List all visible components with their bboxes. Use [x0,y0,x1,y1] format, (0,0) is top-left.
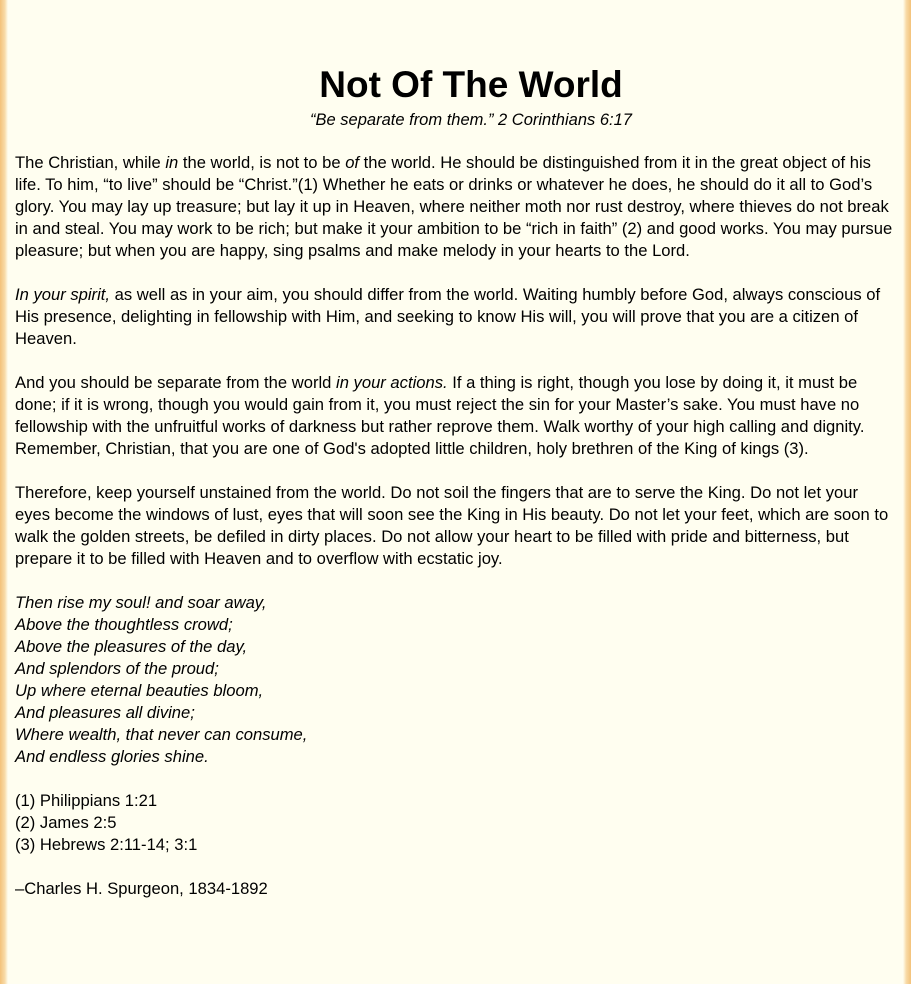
author-signature: –Charles H. Spurgeon, 1834-1892 [15,879,268,898]
paragraph-3: And you should be separate from the world in your actions. If a thing is right, though you lose by doing it, it must be done; if it is wrong, though you would gain from it, you must reject the sin for your Master’s sake. You must have no fellowship with the unfruitful works of darkness but rather reprove them. Walk worthy of your high calling and dignity. Remember, Christian, that you are one of God's adopted little children, holy brethren of the King of kings (3). [15,373,865,458]
footnotes [15,790,895,856]
paragraph-4: Therefore, keep yourself unstained from the world. Do not soil the fingers that are to serve the King. Do not let your eyes become the windows of lust, eyes that will soon see the King in His beauty. Do not let your feet, which are soon to walk the golden streets, be defiled in dirty places. Do not allow your heart to be filled with pride and bitterness, but prepare it to be filled with Heaven and to overflow with ecstatic joy. [15,483,889,568]
poem-line: And pleasures all divine; [15,703,195,722]
page-title: Not Of The World [319,64,623,105]
poem-line: Above the pleasures of the day, [15,637,248,656]
poem-line: Up where eternal beauties bloom, [15,681,264,700]
footnote: (1) Philippians 1:21 [15,791,158,810]
page-left-border [0,0,8,984]
paragraph-1: The Christian, while in the world, is not to be of the world. He should be distinguished from it in the great object of his life. To him, “to live” should be “Christ.”(1) Whether he eats or drinks or whatever he does, he should do it all to God’s glory. You may lay up treasure; but lay it up in Heaven, where neither moth nor rust destroy, where thieves do not break in and steal. You may work to be rich; but make it your ambition to be “rich in faith” (2) and good works. You may pursue pleasure; but when you are happy, sing psalms and make melody in your hearts to the Lord. [15,153,893,260]
scripture-subtitle: “Be separate from them.” 2 Corinthians 6:17 [310,111,632,129]
paragraph-2: In your spirit, as well as in your aim, you should differ from the world. Waiting humbly before God, always conscious of His presence, delighting in fellowship with Him, and seeking to know His will, you will prove that you are a citizen of Heaven. [15,285,881,348]
page-right-border [903,0,911,984]
article [15,62,895,900]
footnote: (2) James 2:5 [15,813,117,832]
poem-line: Above the thoughtless crowd; [15,615,233,634]
footnote: (3) Hebrews 2:11-14; 3:1 [15,835,198,854]
poem-line: And splendors of the proud; [15,659,219,678]
poem-line: Then rise my soul! and soar away, [15,593,267,612]
poem-line: And endless glories shine. [15,747,209,766]
poem [15,592,895,768]
poem-line: Where wealth, that never can consume, [15,725,308,744]
